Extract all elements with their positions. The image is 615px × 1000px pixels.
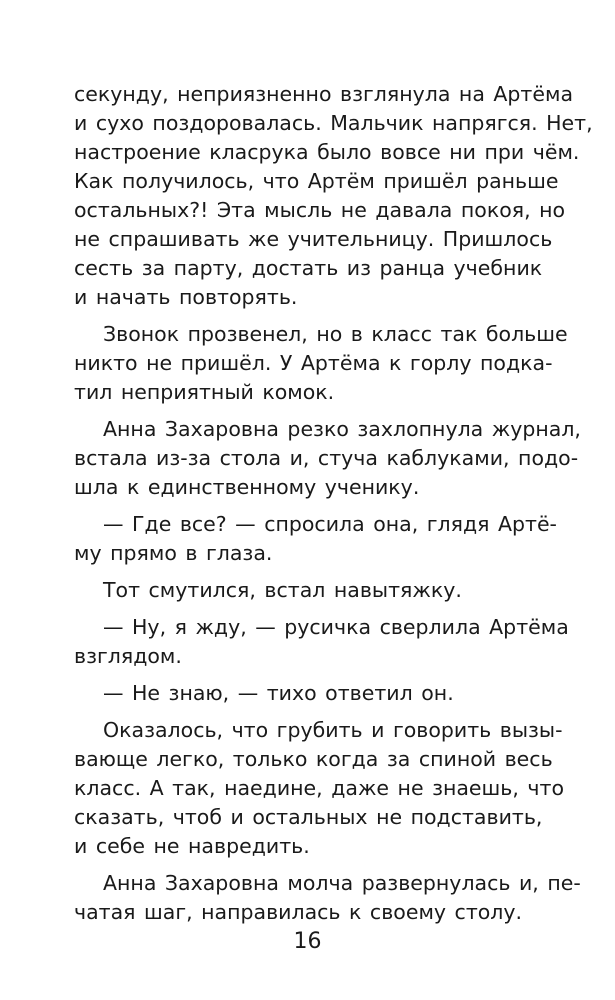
text-line: Оказалось, что грубить и говорить вызы- [103,718,563,742]
text-line: Анна Захаровна молча развернулась и, пе- [103,871,581,895]
text-line: сказать, чтоб и остальных не подставить, [74,805,543,829]
text-line: класс. А так, наедине, даже не знаешь, что [74,776,565,800]
text-line: не спрашивать же учительницу. Пришлось [74,227,553,251]
paragraph [74,716,565,861]
paragraph [74,415,581,502]
paragraph [74,510,557,568]
paragraph [74,80,593,312]
text-line: вающе легко, только когда за спиной весь [74,747,553,771]
text-line: и сухо поздоровалась. Мальчик напрягся. Нет, [74,111,593,135]
paragraph [74,320,568,407]
text-line: встала из-за стола и, стуча каблуками, подо- [74,446,579,470]
text-line: — Ну, я жду, — русичка сверлила Артёма [103,615,569,639]
body-text [74,80,593,935]
page-number: 16 [293,929,322,954]
text-line: никто не пришёл. У Артёма к горлу подка- [74,351,553,375]
text-line: и начать повторять. [74,285,298,309]
text-line: секунду, неприязненно взглянула на Артёма [74,82,574,106]
text-line: Анна Захаровна резко захлопнула журнал, [103,417,581,441]
paragraph [74,869,581,927]
text-line: Звонок прозвенел, но в класс так больше [103,322,568,346]
text-line: Тот смутился, встал навытяжку. [103,578,462,602]
text-line: сесть за парту, достать из ранца учебник [74,256,543,280]
paragraph [74,576,534,605]
text-line: остальных?! Эта мысль не давала покоя, но [74,198,566,222]
text-line: — Где все? — спросила она, глядя Артё- [103,512,557,536]
text-line: и себе не навредить. [74,834,310,858]
paragraph [74,613,569,671]
text-line: му прямо в глаза. [74,541,273,565]
paragraph [74,679,534,708]
text-line: тил неприятный комок. [74,380,335,404]
text-line: шла к единственному ученику. [74,475,420,499]
text-line: чатая шаг, направилась к своему столу. [74,900,523,924]
text-line: Как получилось, что Артём пришёл раньше [74,169,559,193]
text-line: — Не знаю, — тихо ответил он. [103,681,454,705]
text-line: взглядом. [74,644,182,668]
text-line: настроение класрука было вовсе ни при чём. [74,140,580,164]
